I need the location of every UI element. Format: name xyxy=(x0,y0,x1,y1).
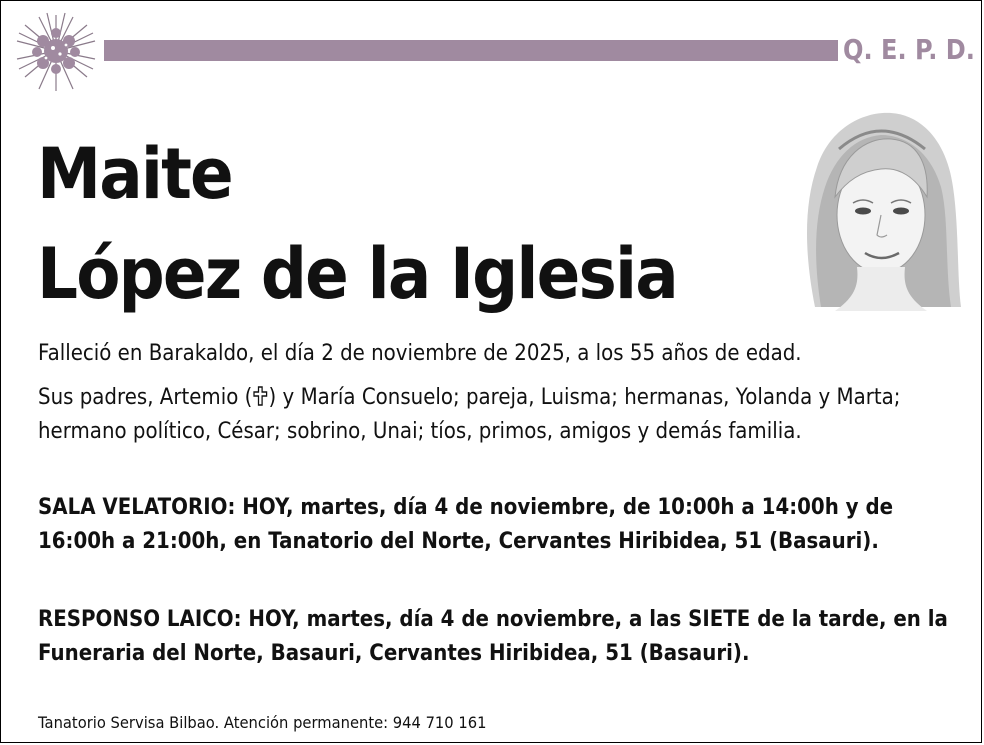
portrait-photo-icon xyxy=(795,107,963,311)
deceased-surname: López de la Iglesia xyxy=(37,233,677,315)
family-text-end: ) y María Consuelo; pareja, Luisma; hermanas, Yolanda y Marta; hermano político, César; sobrino, Unai; tíos, primos, amigos y demás familia. xyxy=(38,385,901,444)
service-details: RESPONSO LAICO: HOY, martes, día 4 de noviembre, a las SIETE de la tarde, en la Funeraria del Norte, Basauri, Cervantes Hiribidea, 51 (Basauri). xyxy=(38,607,948,666)
thistle-flower-icon xyxy=(13,11,99,93)
header-band xyxy=(104,40,838,61)
wake-details: SALA VELATORIO: HOY, martes, día 4 de noviembre, de 10:00h a 14:00h y de 16:00h a 21:00h, en Tanatorio del Norte, Cervantes Hiribidea, 51 (Basauri). xyxy=(38,495,894,554)
death-notice-text: Falleció en Barakaldo, el día 2 de noviembre de 2025, a los 55 años de edad. xyxy=(38,341,802,366)
qepd-heading: Q. E. P. D. xyxy=(843,33,975,66)
family-text-start: Sus padres, Artemio ( xyxy=(38,385,253,410)
cross-icon xyxy=(252,385,268,407)
deceased-first-name: Maite xyxy=(37,133,232,215)
funeral-home-contact: Tanatorio Servisa Bilbao. Atención permanente: 944 710 161 xyxy=(38,713,487,732)
family-text xyxy=(38,381,956,449)
